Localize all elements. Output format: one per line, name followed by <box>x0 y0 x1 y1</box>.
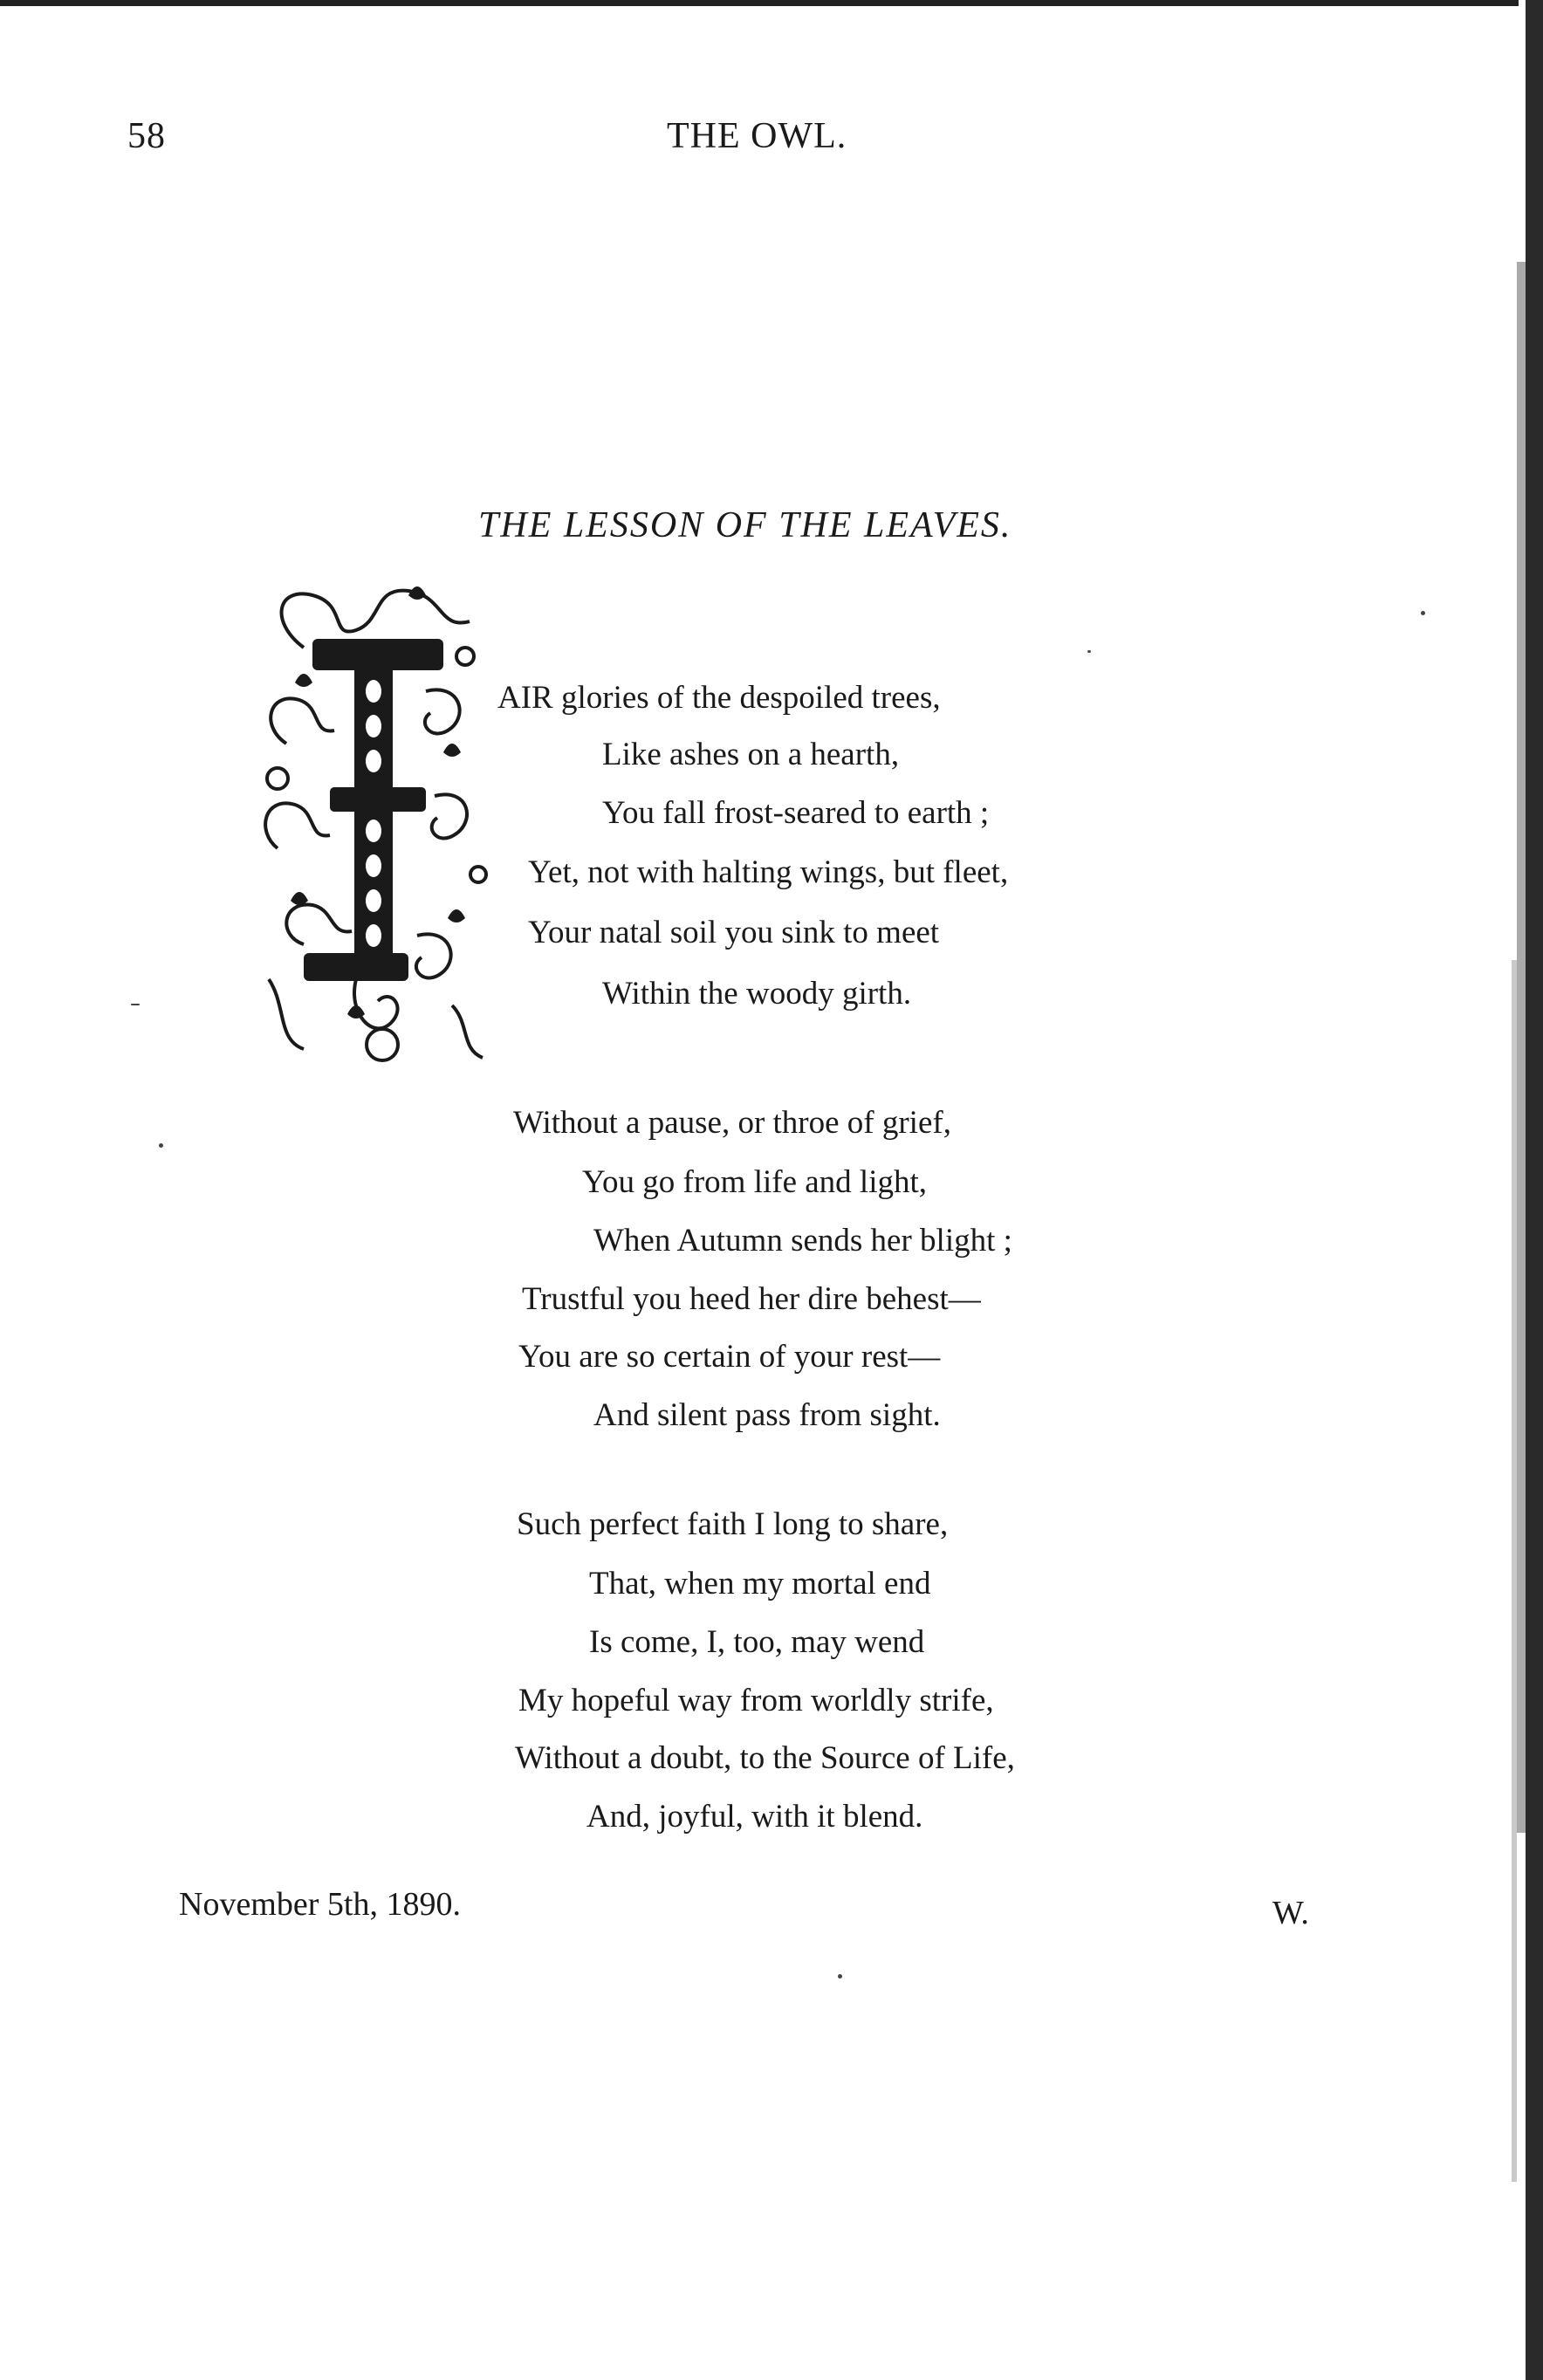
top-border-rule <box>0 0 1519 6</box>
poem-line: Yet, not with halting wings, but fleet, <box>528 854 1009 890</box>
poem-line: Is come, I, too, may wend <box>589 1624 925 1660</box>
poem-line: You are so certain of your rest— <box>518 1339 941 1375</box>
poem-line: Trustful you heed her dire behest— <box>522 1281 981 1317</box>
poem-line: When Autumn sends her blight ; <box>593 1223 1012 1259</box>
poem-line: Like ashes on a hearth, <box>602 737 900 772</box>
decorative-initial-f-icon <box>251 569 496 1071</box>
poem-line: That, when my mortal end <box>589 1566 931 1602</box>
poem-title: THE LESSON OF THE LEAVES. <box>478 505 1012 545</box>
poem-line: And silent pass from sight. <box>593 1397 941 1433</box>
poem-line: And, joyful, with it blend. <box>586 1799 923 1835</box>
print-speck <box>1087 650 1091 653</box>
poem-line: Without a doubt, to the Source of Life, <box>515 1740 1015 1776</box>
print-speck <box>838 1974 842 1979</box>
poem-line: You fall frost-seared to earth ; <box>602 795 990 831</box>
running-title: THE OWL. <box>667 116 847 156</box>
poem-line: AIR glories of the despoiled trees, <box>497 680 941 716</box>
poem-line: Without a pause, or throe of grief, <box>513 1105 951 1141</box>
print-speck <box>1421 611 1425 615</box>
poem-line: My hopeful way from worldly strife, <box>518 1683 994 1718</box>
dateline: November 5th, 1890. <box>179 1886 461 1923</box>
page-number: 58 <box>127 116 166 156</box>
scanned-page-edge <box>1506 0 1543 2380</box>
print-speck <box>159 1143 163 1148</box>
poem-line: Such perfect faith I long to share, <box>517 1506 949 1542</box>
poem-line: Your natal soil you sink to meet <box>528 915 940 950</box>
author-signature: W. <box>1272 1895 1309 1931</box>
poem-line: You go from life and light, <box>582 1164 928 1200</box>
print-speck <box>131 1004 140 1005</box>
poem-line: Within the woody girth. <box>602 976 912 1012</box>
